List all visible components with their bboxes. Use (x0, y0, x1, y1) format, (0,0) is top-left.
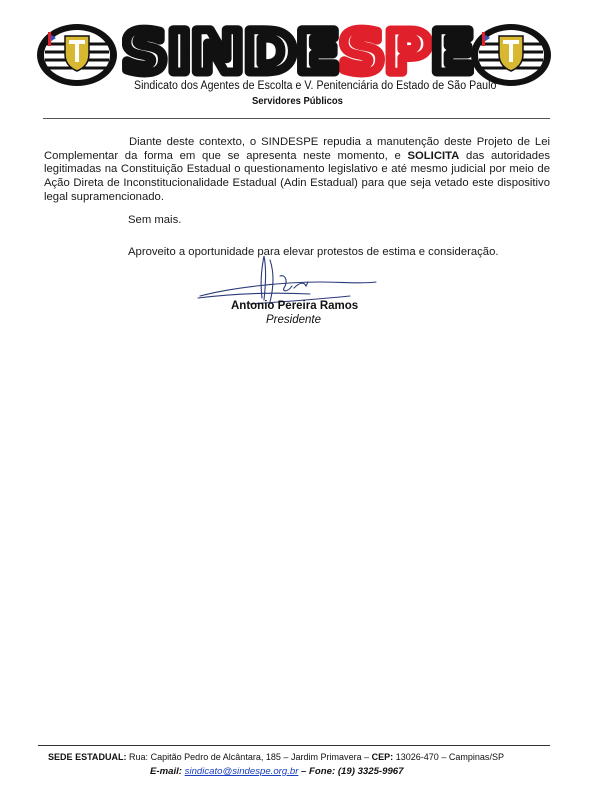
paragraph-text: Diante deste contexto, o SINDESPE repudia a manutenção deste Projeto de Lei Complementar da forma em que se apresenta neste momento, e (44, 136, 550, 162)
signer-name: Antonio Pereira Ramos (231, 300, 359, 312)
letter-body (44, 136, 550, 205)
union-tagline: Servidores Públicos (252, 95, 343, 107)
main-paragraph (44, 136, 550, 205)
cep-label: CEP: (371, 752, 394, 763)
footer-divider (38, 745, 550, 746)
coat-of-arms-icon (36, 22, 118, 88)
address-text: Rua: Capitão Pedro de Alcântara, 185 – Jardim Primavera – (126, 752, 372, 763)
closing-remark: Sem mais. (128, 214, 182, 226)
footer-contact (150, 766, 403, 777)
paragraph-emphasis: SOLICITA (407, 149, 460, 162)
phone-label: – Fone: (298, 766, 338, 777)
brand-logotype (122, 22, 474, 78)
address-label: SEDE ESTADUAL: (48, 752, 127, 763)
footer-address (48, 752, 504, 763)
closing-salutation: Aproveito a oportunidade para elevar protestos de estima e consideração. (128, 246, 499, 258)
letterhead (0, 0, 593, 118)
email-link[interactable]: sindicato@sindespe.org.br (184, 766, 299, 777)
paragraph-text: das autoridades legitimadas na Constituição Estadual o questionamento legislativo e até mesmo judicial por meio de Ação Direta de Inconstitucionalidade Estadual (Adin Estadual) para que seja vetado este dispositivo legal supramencionado. (44, 149, 551, 203)
cep-text: 13026-470 – Campinas/SP (393, 752, 504, 763)
header-divider (43, 118, 550, 119)
coat-of-arms-icon (470, 22, 552, 88)
signer-role: Presidente (266, 314, 321, 326)
union-full-name: Sindicato dos Agentes de Escolta e V. Penitenciária do Estado de São Paulo (134, 80, 497, 92)
email-label: E-mail: (150, 766, 185, 777)
svg-text:SINDESPE: SINDE SP E (122, 22, 471, 78)
phone-number: (19) 3325-9967 (337, 766, 404, 777)
